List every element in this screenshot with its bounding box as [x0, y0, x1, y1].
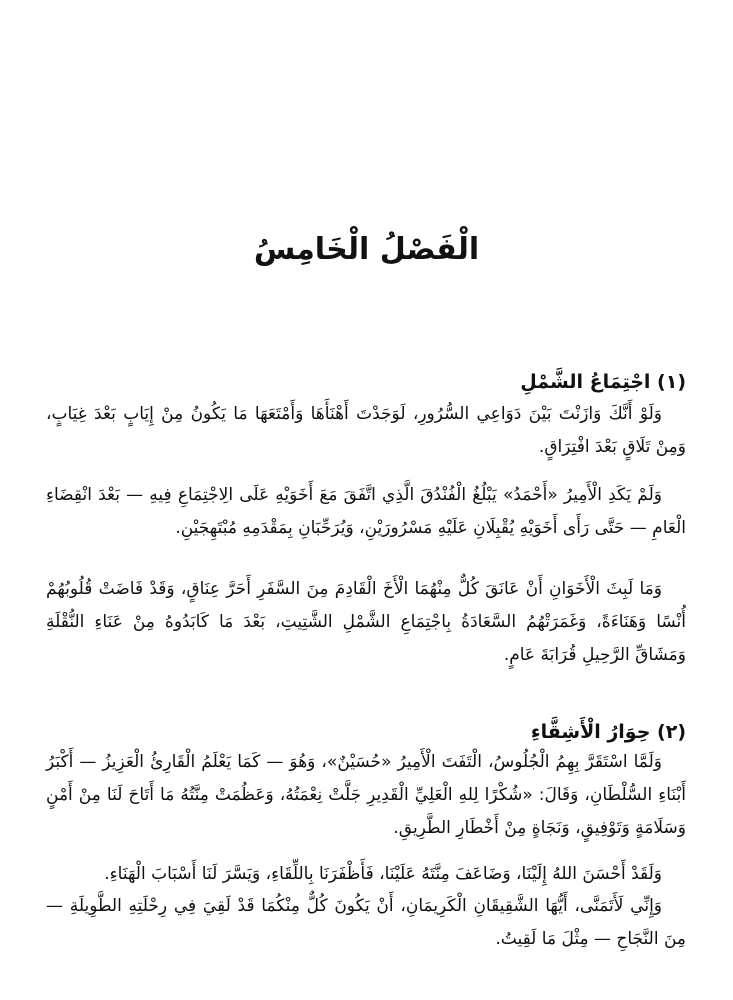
paragraph: وَلَوْ أَنَّكَ وَازَنْتَ بَيْنَ دَوَاعِي السُّرُورِ، لَوَجَدْتَ أَهْنَأَهَا وَأَمْتَعَهَا مَا يَكُونُ مِنْ إِيَابٍ بَعْدَ غِيَابٍ، وَمِنْ تَلَاقٍ بَعْدَ افْتِرَاقٍ. — [46, 404, 686, 457]
section-heading-siblings-dialogue: (٢) حِوَارُ الْأَشِقَّاءِ — [530, 720, 686, 743]
section-heading-reunion: (١) اجْتِمَاعُ الشَّمْلِ — [520, 370, 686, 393]
chapter-title: الْفَصْلُ الْخَامِسُ — [253, 232, 480, 268]
paragraph: وَلَمْ يَكَدِ الْأَمِيرُ «أَحْمَدُ» يَبْلُغُ الْفُنْدُقَ الَّذِي اتَّفَقَ مَعَ أَخَوَيْهِ عَلَى الِاجْتِمَاعِ فِيهِ — بَعْدَ انْقِضَاءِ الْعَامِ — حَتَّى رَأَى أَخَوَيْهِ يُقْبِلَانِ عَلَيْهِ مَسْرُورَيْنِ، وَيُرَحِّبَانِ بِمَقْدَمِهِ مُبْتَهِجَيْنِ. — [46, 485, 686, 538]
paragraph: وَإِنِّي لَأَتَمَنَّى، أَيُّهَا الشَّقِيقَانِ الْكَرِيمَانِ، أَنْ يَكُونَ كُلٌّ مِنْكُمَا قَدْ لَقِيَ فِي رِحْلَتِهِ الطَّوِيلَةِ — مِنَ النَّجَاحِ — مِثْلَ مَا لَقِيتُ. — [46, 896, 686, 949]
paragraph: وَلَقَدْ أَحْسَنَ اللهُ إِلَيْنَا، وَضَاعَفَ مِنَّتَهُ عَلَيْنَا، فَأَظْفَرَنَا بِاللِّقَاءِ، وَيَسَّرَ لَنَا أَسْبَابَ الْهَنَاءِ. — [104, 864, 662, 884]
paragraph: وَلَمَّا اسْتَقَرَّ بِهِمُ الْجُلُوسُ، الْتَفَتَ الْأَمِيرُ «حُسَيْنٌ»، وَهُوَ — كَمَا يَعْلَمُ الْقَارِئُ الْعَزِيزُ — أَكْبَرُ أَبْنَاءِ السُّلْطَانِ، وَقَالَ: «شُكْرًا لِلهِ الْعَلِيِّ الْقَدِيرِ جَلَّتْ نِعْمَتُهُ، وَعَظُمَتْ مِنَّتُهُ مَا أَتَاحَ لَنَا مِنْ أَمْنٍ وَسَلَامَةٍ وَتَوْفِيقٍ، وَنَجَاةٍ مِنْ أَخْطَارِ الطَّرِيقِ. — [46, 752, 686, 838]
paragraph: وَمَا لَبِثَ الْأَخَوَانِ أَنْ عَانَقَ كُلٌّ مِنْهُمَا الْأَخَ الْقَادِمَ مِنَ السَّفَرِ أَحَرَّ عِنَاقٍ، وَقَدْ فَاضَتْ قُلُوبُهُمْ أُنْسًا وَهَنَاءَةً، وَغَمَرَتْهُمُ السَّعَادَةُ بِاجْتِمَاعِ الشَّمْلِ الشَّتِيتِ، بَعْدَ مَا كَابَدُوهُ مِنْ عَنَاءِ النُّقْلَةِ وَمَشَاقِّ الرَّحِيلِ قُرَابَةَ عَامٍ. — [46, 579, 686, 665]
